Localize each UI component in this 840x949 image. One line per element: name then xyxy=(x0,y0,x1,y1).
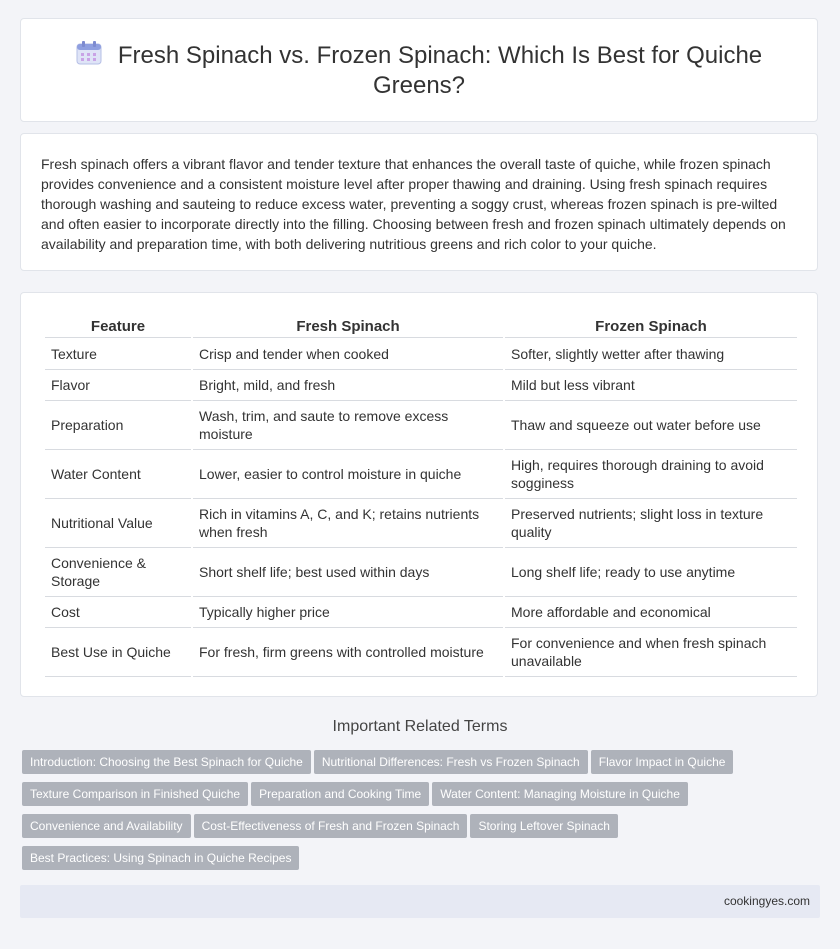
intro-paragraph: Fresh spinach offers a vibrant flavor and tender texture that enhances the overall taste of quiche, while frozen spinach provides convenience and a consistent moisture level after proper thawing and draining. Using fresh spinach requires thorough washing and sauteing to reduce excess water, preventing a soggy crust, whereas frozen spinach is pre-wilted and often easier to incorporate directly into the filling. Choosing between fresh and frozen spinach ultimately depends on availability and preparation time, with both delivering nutritious greens and rich color to your quiche. xyxy=(41,156,786,252)
table-cell: Best Use in Quiche xyxy=(45,628,191,677)
footer xyxy=(20,885,820,918)
table-cell: Cost xyxy=(45,597,191,628)
title-card xyxy=(20,18,818,122)
table-header-row xyxy=(45,315,797,338)
table-cell: Wash, trim, and saute to remove excess moisture xyxy=(193,401,503,450)
table-row xyxy=(45,548,797,597)
table-cell: Nutritional Value xyxy=(45,499,191,548)
table-cell: Rich in vitamins A, C, and K; retains nutrients when fresh xyxy=(193,499,503,548)
table-cell: High, requires thorough draining to avoid sogginess xyxy=(505,450,797,499)
table-row xyxy=(45,450,797,499)
table-cell: Typically higher price xyxy=(193,597,503,628)
table-cell: Preserved nutrients; slight loss in texture quality xyxy=(505,499,797,548)
table-cell: More affordable and economical xyxy=(505,597,797,628)
table-cell: Water Content xyxy=(45,450,191,499)
table-cell: Bright, mild, and fresh xyxy=(193,370,503,401)
table-cell: Preparation xyxy=(45,401,191,450)
column-header: Feature xyxy=(45,315,191,338)
table-row xyxy=(45,401,797,450)
table-cell: Mild but less vibrant xyxy=(505,370,797,401)
table-cell: Long shelf life; ready to use anytime xyxy=(505,548,797,597)
related-term-link[interactable]: Preparation and Cooking Time xyxy=(251,782,429,806)
column-header: Frozen Spinach xyxy=(505,315,797,338)
table-cell: For convenience and when fresh spinach unavailable xyxy=(505,628,797,677)
column-header: Fresh Spinach xyxy=(193,315,503,338)
related-term-link[interactable]: Nutritional Differences: Fresh vs Frozen Spinach xyxy=(314,750,588,774)
related-terms-list xyxy=(22,750,822,878)
related-term-link[interactable]: Introduction: Choosing the Best Spinach for Quiche xyxy=(22,750,311,774)
table-row xyxy=(45,338,797,370)
table-row xyxy=(45,628,797,677)
intro-card xyxy=(20,133,818,271)
table-cell: Crisp and tender when cooked xyxy=(193,338,503,370)
table-cell: Softer, slightly wetter after thawing xyxy=(505,338,797,370)
related-term-link[interactable]: Flavor Impact in Quiche xyxy=(591,750,734,774)
related-term-link[interactable]: Storing Leftover Spinach xyxy=(470,814,617,838)
comparison-table xyxy=(43,315,799,677)
table-row xyxy=(45,597,797,628)
table-cell: Flavor xyxy=(45,370,191,401)
site-name[interactable]: cookingyes.com xyxy=(723,894,810,908)
table-cell: Short shelf life; best used within days xyxy=(193,548,503,597)
related-term-link[interactable]: Water Content: Managing Moisture in Quiche xyxy=(432,782,688,806)
table-cell: Texture xyxy=(45,338,191,370)
related-term-link[interactable]: Cost-Effectiveness of Fresh and Frozen Spinach xyxy=(194,814,468,838)
comparison-card xyxy=(20,292,818,697)
table-cell: Lower, easier to control moisture in quiche xyxy=(193,450,503,499)
table-cell: Thaw and squeeze out water before use xyxy=(505,401,797,450)
related-terms-title: Important Related Terms xyxy=(332,718,508,735)
table-row xyxy=(45,499,797,548)
page-title: Fresh Spinach vs. Frozen Spinach: Which Is Best for Quiche Greens? xyxy=(117,42,763,99)
related-term-link[interactable]: Texture Comparison in Finished Quiche xyxy=(22,782,248,806)
page-title-wrap xyxy=(61,41,777,101)
related-term-link[interactable]: Best Practices: Using Spinach in Quiche Recipes xyxy=(22,846,299,870)
table-cell: For fresh, firm greens with controlled moisture xyxy=(193,628,503,677)
table-cell: Convenience & Storage xyxy=(45,548,191,597)
table-row xyxy=(45,370,797,401)
related-term-link[interactable]: Convenience and Availability xyxy=(22,814,191,838)
calendar-icon xyxy=(76,41,102,65)
